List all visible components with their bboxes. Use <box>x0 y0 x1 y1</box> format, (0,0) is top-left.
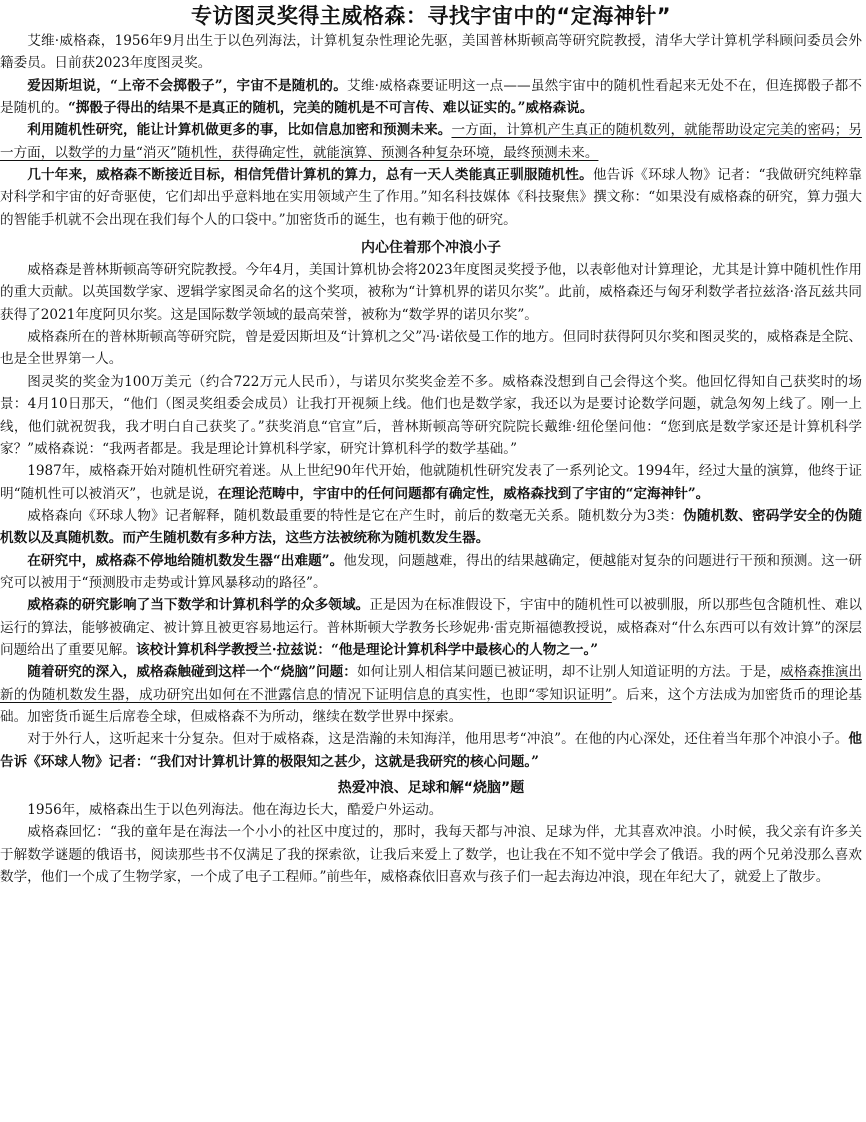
paragraph <box>0 728 862 773</box>
bold-run: 爱因斯坦说，“上帝不会掷骰子”，宇宙不是随机的。 <box>27 77 348 94</box>
text-run: 如何让别人相信某问题已被证明，却不让别人知道证明的方法。于是， <box>356 664 781 681</box>
intro-section <box>0 30 862 231</box>
paragraph <box>0 326 862 371</box>
bold-run: 利用随机性研究，能让计算机做更多的事，比如信息加密和预测未来。 <box>27 122 452 139</box>
bold-run: 该校计算机科学教授兰·拉兹说：“他是理论计算机科学中最核心的人物之一。” <box>135 641 599 658</box>
section-hobbies <box>0 777 862 888</box>
text-run: 威格森向《环球人物》记者解释，随机数最重要的特性是它在产生时，前后的数毫无关系。随机数分为3类： <box>27 507 684 524</box>
paragraph <box>0 164 862 231</box>
bold-run: 威格森的研究影响了当下数学和计算机科学的众多领域。 <box>27 597 370 614</box>
text-run: 正是因为在标准假设下，宇宙中的随机性可以被驯服，所以那些包含随机性、难以运行的算法，能够被确定、被计算且被更容易地运行。普林斯顿大学教务长珍妮弗·雷克斯福德教授说，威格森对“什么东西可以有效计算”的深层问题给出了重要见解。 <box>0 597 863 658</box>
section-heading: 内心住着那个冲浪小子 <box>361 240 501 257</box>
paragraph <box>0 259 862 326</box>
bold-run: 他告诉《环球人物》记者：“我们对计算机计算的极限知之甚少，这就是我研究的核心问题。” <box>0 731 862 770</box>
paragraph <box>0 371 862 460</box>
text-run: 1987年，威格森开始对随机性研究着迷。从上世纪90年代开始，他就随机性研究发表了一系列论文。1994年，经过大量的演算，他终于证明“随机性可以被消灭”，也就是说， <box>0 463 862 502</box>
text-run: 威格森是普林斯顿高等研究院教授。今年4月，美国计算机协会将2023年度图灵奖授予他，以表彰他对计算理论，尤其是计算中随机性作用的重大贡献。以英国数学家、逻辑学家图灵命名的这个奖项，被称为“计算机界的诺贝尔奖”。此前，威格森还与匈牙利数学者拉兹洛·洛瓦兹共同获得了2021年度阿贝尔奖。这是国际数学领域的最高荣誉，被称为“数学界的诺贝尔奖”。 <box>0 262 862 323</box>
paragraph <box>0 460 862 505</box>
text-run: 他告诉《环球人物》记者：“我做研究纯粹靠对科学和宇宙的好奇驱使，它们却出乎意料地在实用领域产生了作用。”知名科技媒体《科技聚焦》撰文称：“如果没有威格森的研究，算力强大的智能手机就不会出现在我们每个人的口袋中。”加密货币的诞生，也有赖于他的研究。 <box>0 167 862 228</box>
text-run: 他发现，问题越难，得出的结果越确定，便越能对复杂的问题进行干预和预测。这一研究可以被用于“预测股市走势或计算风暴移动的路径”。 <box>0 552 863 591</box>
underlined-run: 威格森推演出新的伪随机数发生器，成功研究出如何在不泄露信息的情况下证明信息的真实性，也即“零知识证明” <box>0 664 863 703</box>
section-heading: 热爱冲浪、足球和解“烧脑”题 <box>337 780 525 796</box>
text-run: 威格森所在的普林斯顿高等研究院，曾是爱因斯坦及“计算机之父”冯·诺依曼工作的地方。但同时获得阿贝尔奖和图灵奖的，威格森是全院、也是全世界第一人。 <box>0 329 862 368</box>
article-title: 专访图灵奖得主威格森：寻找宇宙中的“定海神针” <box>190 4 672 28</box>
paragraph <box>0 799 862 821</box>
paragraph <box>0 119 862 164</box>
paragraph <box>0 550 862 595</box>
bold-run: 随着研究的深入，威格森触碰到这样一个“烧脑”问题： <box>27 664 357 681</box>
section-surfer <box>0 237 862 773</box>
underlined-run: 一方面，计算机产生真正的随机数列，就能帮助设定完美的密码；另一方面，以数学的力量“消灭”随机性，获得确定性，就能演算、预测各种复杂环境，最终预测未来。 <box>0 122 862 161</box>
paragraph <box>0 661 862 728</box>
bold-run: 在研究中，威格森不停地给随机数发生器“出难题”。 <box>27 552 344 569</box>
paragraph <box>0 505 862 550</box>
text-run: 图灵奖的奖金为100万美元（约合722万元人民币），与诺贝尔奖奖金差不多。威格森没想到自己会得这个奖。他回忆得知自己获奖时的场景：4月10日那天，“他们（图灵奖组委会成员）让我打开视频上线。他们也是数学家，我还以为是要讨论数学问题，就急匆匆上线了。刚一上线，他们就祝贺我，我才明白自己获奖了。”获奖消息“官宣”后，普林斯顿高等研究院院长戴维·纽伦堡问他：“您到底是数学家还是计算机科学家？”威格森说：“我两者都是。我是理论计算机科学家，研究计算机科学的数学基础。” <box>0 373 862 457</box>
text-run: 艾维·威格森，1956年9月出生于以色列海法，计算机复杂性理论先驱，美国普林斯顿高等研究院教授，清华大学计算机学科顾问委员会外籍委员。日前获2023年度图灵奖。 <box>0 33 862 72</box>
paragraph <box>0 30 862 75</box>
paragraph <box>0 821 862 888</box>
bold-run: 在理论范畴中，宇宙中的任何问题都有确定性，威格森找到了宇宙的“定海神针”。 <box>217 485 710 502</box>
text-run: 艾维·威格森要证明这一点——虽然宇宙中的随机性看起来无处不在，但连掷骰子都不是随机的。 <box>0 77 862 117</box>
bold-run: “掷骰子得出的结果不是真正的随机，完美的随机是不可言传、难以证实的。”威格森说。 <box>67 100 594 117</box>
bold-run: 几十年来，威格森不断接近目标，相信凭借计算机的算力，总有一天人类能真正驯服随机性。 <box>27 167 593 184</box>
paragraph <box>0 75 862 120</box>
paragraph <box>0 594 862 661</box>
bold-run: 伪随机数、密码学安全的伪随机数以及真随机数。而产生随机数有多种方法，这些方法被统称为随机数发生器。 <box>0 507 862 547</box>
text-run: 威格森回忆：“我的童年是在海法一个小小的社区中度过的，那时，我每天都与冲浪、足球为伴，尤其喜欢冲浪。小时候，我父亲有许多关于解数学谜题的俄语书，阅读那些书不仅满足了我的探索欲，让我后来爱上了数学，也让我在不知不觉中学会了俄语。我的两个兄弟没那么喜欢数学，他们一个成了生物学家，一个成了电子工程师。”前些年，威格森依旧喜欢与孩子们一起去海边冲浪，现在年纪大了，就爱上了散步。 <box>0 824 862 886</box>
text-run: 。后来，这个方法成为加密货币的理论基础。加密货币诞生后席卷全球，但威格森不为所动，继续在数学世界中探索。 <box>0 686 862 725</box>
text-run: 对于外行人，这听起来十分复杂。但对于威格森，这是浩瀚的未知海洋，他用思考“冲浪”。在他的内心深处，还住着当年那个冲浪小子。 <box>27 731 849 748</box>
text-run: 1956年，威格森出生于以色列海法。他在海边长大，酷爱户外运动。 <box>27 802 443 818</box>
